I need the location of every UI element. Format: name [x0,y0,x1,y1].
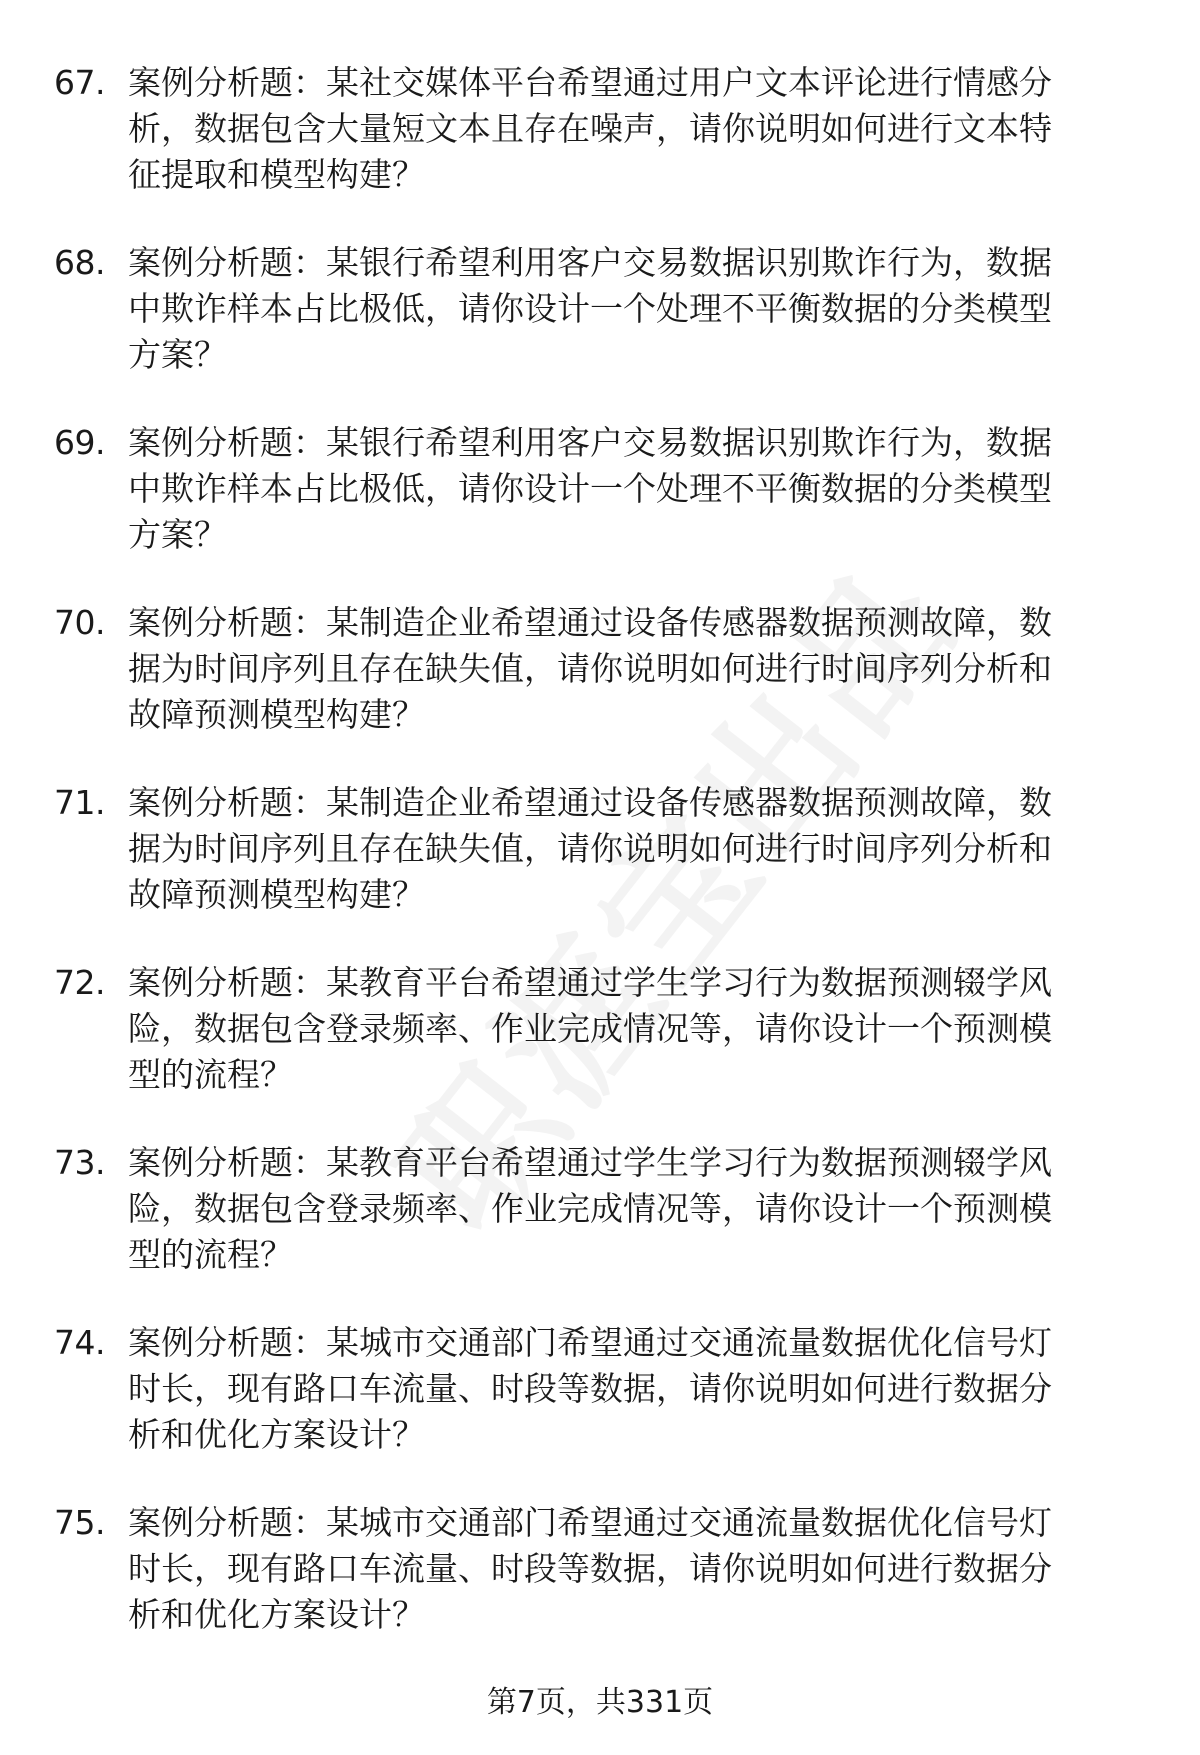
question-item [0,240,1200,420]
question-text-line: 型的流程？ [128,1235,293,1274]
question-text-line: 案例分析题：某教育平台希望通过学生学习行为数据预测辍学风 [128,963,1052,1002]
question-text-line: 案例分析题：某城市交通部门希望通过交通流量数据优化信号灯 [128,1503,1052,1542]
question-item [0,780,1200,960]
page-number: 第7页，共331页 [486,1685,714,1720]
question-item [0,1500,1200,1680]
question-text [128,1320,1138,1458]
question-text-line: 中欺诈样本占比极低，请你设计一个处理不平衡数据的分类模型 [128,289,1052,328]
question-text-line: 型的流程？ [128,1055,293,1094]
question-item [0,420,1200,600]
question-text-line: 案例分析题：某制造企业希望通过设备传感器数据预测故障，数 [128,603,1052,642]
question-text [128,1500,1138,1638]
question-text-line: 中欺诈样本占比极低，请你设计一个处理不平衡数据的分类模型 [128,469,1052,508]
question-text [128,60,1138,198]
question-text-line: 案例分析题：某银行希望利用客户交易数据识别欺诈行为，数据 [128,423,1052,462]
question-number: 68. [54,243,105,282]
question-text-line: 方案？ [128,335,227,374]
question-number: 72. [54,963,105,1002]
question-number: 75. [54,1503,105,1542]
question-text-line: 故障预测模型构建？ [128,695,425,734]
question-text-line: 案例分析题：某银行希望利用客户交易数据识别欺诈行为，数据 [128,243,1052,282]
question-text [128,600,1138,738]
question-item [0,960,1200,1140]
question-list [0,60,1200,1680]
question-item [0,600,1200,780]
question-number: 67. [54,63,105,102]
question-text-line: 时长，现有路口车流量、时段等数据，请你说明如何进行数据分 [128,1549,1052,1588]
question-text-line: 案例分析题：某城市交通部门希望通过交通流量数据优化信号灯 [128,1323,1052,1362]
question-text-line: 时长，现有路口车流量、时段等数据，请你说明如何进行数据分 [128,1369,1052,1408]
question-number: 73. [54,1143,105,1182]
question-text-line: 案例分析题：某社交媒体平台希望通过用户文本评论进行情感分 [128,63,1052,102]
question-text-line: 据为时间序列且存在缺失值，请你说明如何进行时间序列分析和 [128,649,1052,688]
question-text-line: 险，数据包含登录频率、作业完成情况等，请你设计一个预测模 [128,1009,1052,1048]
question-text-line: 据为时间序列且存在缺失值，请你说明如何进行时间序列分析和 [128,829,1052,868]
question-text-line: 方案？ [128,515,227,554]
question-text [128,420,1138,558]
question-text-line: 析和优化方案设计？ [128,1595,425,1634]
question-item [0,60,1200,240]
question-text [128,240,1138,378]
question-item [0,1320,1200,1500]
question-text-line: 案例分析题：某制造企业希望通过设备传感器数据预测故障，数 [128,783,1052,822]
question-text [128,1140,1138,1278]
question-item [0,1140,1200,1320]
question-text-line: 案例分析题：某教育平台希望通过学生学习行为数据预测辍学风 [128,1143,1052,1182]
question-number: 71. [54,783,105,822]
question-text [128,780,1138,918]
question-text-line: 险，数据包含登录频率、作业完成情况等，请你设计一个预测模 [128,1189,1052,1228]
question-number: 74. [54,1323,105,1362]
question-text-line: 析，数据包含大量短文本且存在噪声，请你说明如何进行文本特 [128,109,1052,148]
question-text-line: 征提取和模型构建？ [128,155,425,194]
question-text-line: 故障预测模型构建？ [128,875,425,914]
question-number: 70. [54,603,105,642]
question-number: 69. [54,423,105,462]
question-text [128,960,1138,1098]
question-text-line: 析和优化方案设计？ [128,1415,425,1454]
